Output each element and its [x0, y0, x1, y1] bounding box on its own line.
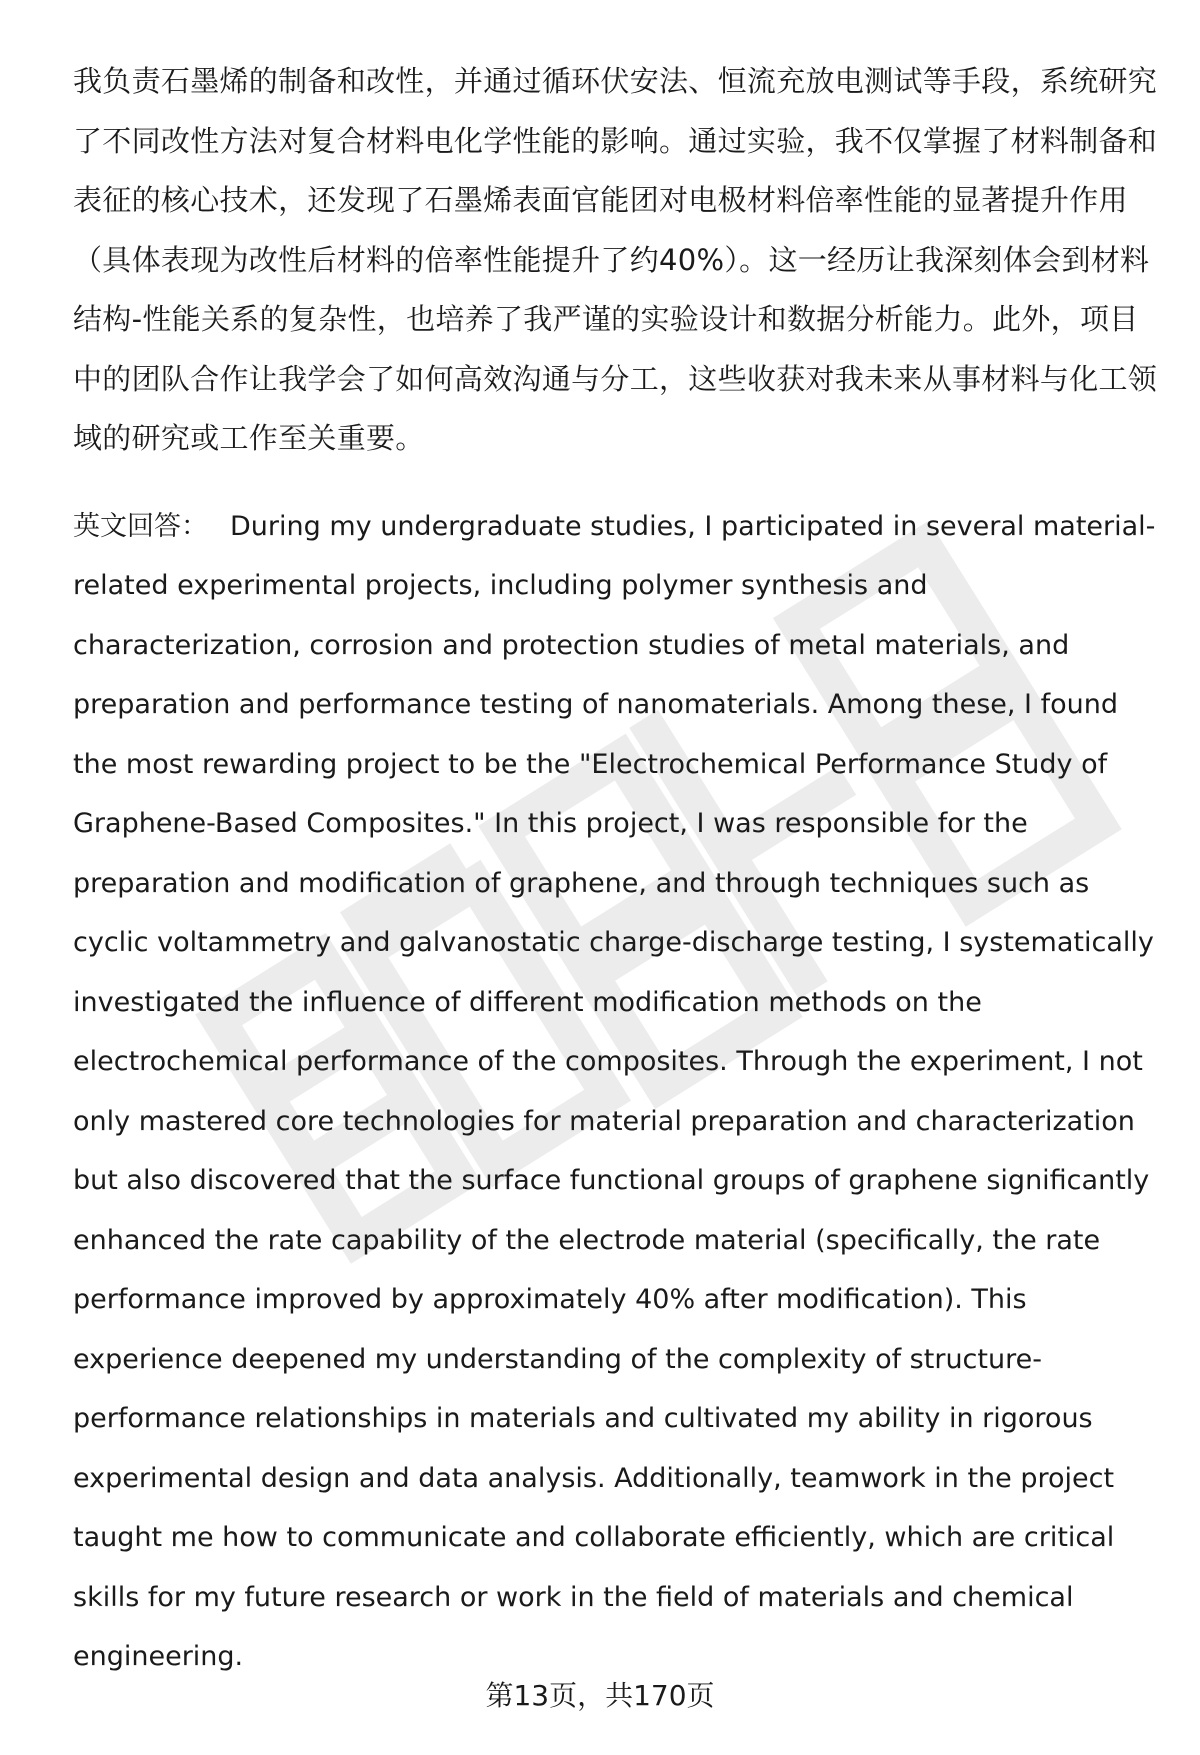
- main-content: [73, 52, 1158, 1687]
- chinese-answer-paragraph: 我负责石墨烯的制备和改性，并通过循环伏安法、恒流充放电测试等手段，系统研究了不同改性方法对复合材料电化学性能的影响。通过实验，我不仅掌握了材料制备和表征的核心技术，还发现了石墨烯表面官能团对电极材料倍率性能的显著提升作用（具体表现为改性后材料的倍率性能提升了约40%）。这一经历让我深刻体会到材料结构-性能关系的复杂性，也培养了我严谨的实验设计和数据分析能力。此外，项目中的团队合作让我学会了如何高效沟通与分工，这些收获对我未来从事材料与化工领域的研究或工作至关重要。: [73, 64, 1158, 455]
- english-answer-text: During my undergraduate studies, I participated in several material-related experimental projects, including polymer synthesis and characterization, corrosion and protection studies of metal materials, and preparation and performance testing of nanomaterials. Among these, I found the most rewarding project to be the "Electrochemical Performance Study of Graphene-Based Composites." In this project, I was responsible for the preparation and modification of graphene, and through techniques such as cyclic voltammetry and galvanostatic charge-discharge testing, I systematically investigated the influence of different modification methods on the electrochemical performance of the composites. Through the experiment, I not only mastered core technologies for material preparation and characterization but also discovered that the surface functional groups of graphene significantly enhanced the rate capability of the electrode material (specifically, the rate performance improved by approximately 40% after modification). This experience deepened my understanding of the complexity of structure-performance relationships in materials and cultivated my ability in rigorous experimental design and data analysis. Additionally, teamwork in the project taught me how to communicate and collaborate efficiently, which are critical skills for my future research or work in the field of materials and chemical engineering.: [73, 510, 1156, 1672]
- page-number: 第13页，共170页: [485, 1679, 715, 1712]
- english-answer-paragraph: [73, 497, 1158, 1687]
- english-answer-label: 英文回答：: [73, 510, 208, 542]
